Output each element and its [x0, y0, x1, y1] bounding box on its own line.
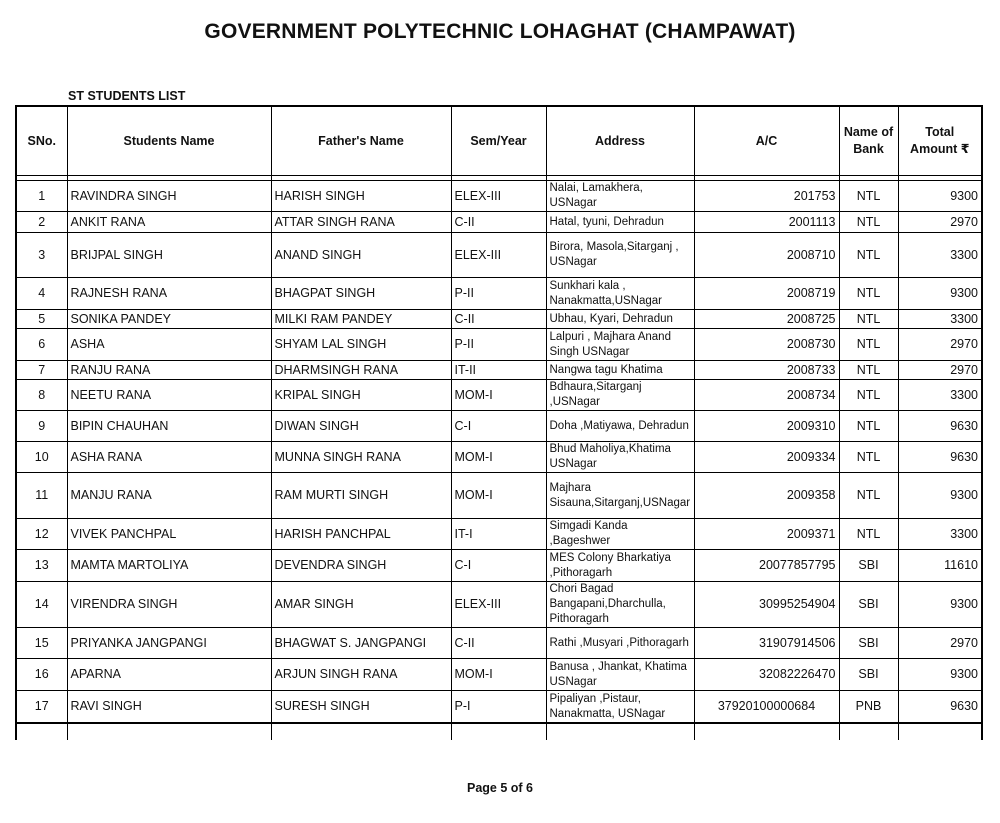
cell-bank: PNB [839, 691, 898, 724]
cell-amount: 3300 [898, 310, 982, 329]
cell-address: Bhud Maholiya,Khatima USNagar [546, 442, 694, 473]
cell-address: Rathi ,Musyari ,Pithoragarh [546, 628, 694, 659]
header-total-line1: Total [925, 125, 955, 139]
cell-account: 2008733 [694, 361, 839, 380]
cell-amount: 11610 [898, 550, 982, 582]
cell-sno: 9 [16, 411, 67, 442]
cell-account: 31907914506 [694, 628, 839, 659]
cell-address: Ubhau, Kyari, Dehradun [546, 310, 694, 329]
cell-sem-year: P-I [451, 691, 546, 724]
cell-sem-year: C-II [451, 212, 546, 233]
cell-bank: NTL [839, 329, 898, 361]
cell-bank: NTL [839, 473, 898, 519]
cell-bank: NTL [839, 278, 898, 310]
cell-account: 2008725 [694, 310, 839, 329]
cell-address: Doha ,Matiyawa, Dehradun [546, 411, 694, 442]
cell-sno: 15 [16, 628, 67, 659]
cell-bank: SBI [839, 550, 898, 582]
cell-sem-year: C-II [451, 628, 546, 659]
table-row [16, 361, 982, 380]
cell-account: 20077857795 [694, 550, 839, 582]
cell-sem-year: MOM-I [451, 380, 546, 411]
cell-address: Lalpuri , Majhara Anand Singh USNagar [546, 329, 694, 361]
cell-father-name: DIWAN SINGH [271, 411, 451, 442]
cell-sno: 6 [16, 329, 67, 361]
cell-father-name: MILKI RAM PANDEY [271, 310, 451, 329]
cell-address: Pipaliyan ,Pistaur, Nanakmatta, USNagar [546, 691, 694, 724]
cell-father-name: AMAR SINGH [271, 582, 451, 628]
cell-sno: 4 [16, 278, 67, 310]
cell-sno: 3 [16, 233, 67, 278]
header-father-name: Father's Name [271, 106, 451, 176]
cell-bank: NTL [839, 212, 898, 233]
cell-student-name: MANJU RANA [67, 473, 271, 519]
table-row [16, 411, 982, 442]
document-title: GOVERNMENT POLYTECHNIC LOHAGHAT (CHAMPAWAT) [204, 20, 796, 43]
cell-account: 32082226470 [694, 659, 839, 691]
cell-sem-year: P-II [451, 278, 546, 310]
table-row [16, 278, 982, 310]
cell-amount: 3300 [898, 233, 982, 278]
cell-amount: 9630 [898, 442, 982, 473]
cell-father-name: HARISH SINGH [271, 181, 451, 212]
cell-account: 37920100000684 [694, 691, 839, 724]
cell-address: Nangwa tagu Khatima [546, 361, 694, 380]
cell-student-name: RANJU RANA [67, 361, 271, 380]
header-total-amount [898, 106, 982, 176]
table-row [16, 212, 982, 233]
cell-address: Bdhaura,Sitarganj ,USNagar [546, 380, 694, 411]
cell-bank: NTL [839, 411, 898, 442]
cell-amount: 2970 [898, 361, 982, 380]
cell-bank: SBI [839, 582, 898, 628]
cell-student-name: SONIKA PANDEY [67, 310, 271, 329]
cell-address: Birora, Masola,Sitarganj , USNagar [546, 233, 694, 278]
cell-sem-year: C-II [451, 310, 546, 329]
cell-student-name: NEETU RANA [67, 380, 271, 411]
table-row [16, 181, 982, 212]
header-address: Address [546, 106, 694, 176]
cell-sem-year: MOM-I [451, 473, 546, 519]
cell-student-name: APARNA [67, 659, 271, 691]
cell-amount: 2970 [898, 628, 982, 659]
cell-father-name: ATTAR SINGH RANA [271, 212, 451, 233]
cell-amount: 9300 [898, 278, 982, 310]
cell-student-name: PRIYANKA JANGPANGI [67, 628, 271, 659]
cell-sem-year: C-I [451, 411, 546, 442]
cell-father-name: BHAGWAT S. JANGPANGI [271, 628, 451, 659]
cell-bank: NTL [839, 442, 898, 473]
cell-sem-year: IT-II [451, 361, 546, 380]
cell-address: Nalai, Lamakhera, USNagar [546, 181, 694, 212]
cell-sno: 8 [16, 380, 67, 411]
header-bank-line2: Bank [853, 142, 884, 156]
cell-sem-year: C-I [451, 550, 546, 582]
header-sem-year: Sem/Year [451, 106, 546, 176]
table-row [16, 519, 982, 550]
cell-sno: 1 [16, 181, 67, 212]
cell-sem-year: MOM-I [451, 659, 546, 691]
cell-sno: 11 [16, 473, 67, 519]
cell-amount: 2970 [898, 212, 982, 233]
cell-father-name: DEVENDRA SINGH [271, 550, 451, 582]
table-row [16, 582, 982, 628]
table-header-row [16, 106, 982, 176]
cell-sno: 7 [16, 361, 67, 380]
cell-father-name: ARJUN SINGH RANA [271, 659, 451, 691]
table-row [16, 628, 982, 659]
cell-father-name: BHAGPAT SINGH [271, 278, 451, 310]
empty-table-row [16, 723, 982, 740]
cell-student-name: BRIJPAL SINGH [67, 233, 271, 278]
header-account: A/C [694, 106, 839, 176]
table-row [16, 329, 982, 361]
cell-bank: NTL [839, 361, 898, 380]
cell-sno: 12 [16, 519, 67, 550]
cell-father-name: SHYAM LAL SINGH [271, 329, 451, 361]
list-subtitle: ST STUDENTS LIST [68, 89, 186, 103]
cell-account: 2008734 [694, 380, 839, 411]
table-row [16, 442, 982, 473]
cell-amount: 2970 [898, 329, 982, 361]
cell-father-name: DHARMSINGH RANA [271, 361, 451, 380]
cell-amount: 9300 [898, 181, 982, 212]
cell-student-name: VIRENDRA SINGH [67, 582, 271, 628]
cell-amount: 9630 [898, 411, 982, 442]
header-sno: SNo. [16, 106, 67, 176]
cell-bank: SBI [839, 659, 898, 691]
cell-address: Sunkhari kala , Nanakmatta,USNagar [546, 278, 694, 310]
cell-student-name: RAVI SINGH [67, 691, 271, 724]
header-student-name: Students Name [67, 106, 271, 176]
cell-amount: 3300 [898, 519, 982, 550]
cell-account: 2008719 [694, 278, 839, 310]
cell-bank: NTL [839, 380, 898, 411]
table-row [16, 380, 982, 411]
cell-amount: 3300 [898, 380, 982, 411]
cell-sem-year: MOM-I [451, 442, 546, 473]
cell-father-name: MUNNA SINGH RANA [271, 442, 451, 473]
cell-student-name: ASHA [67, 329, 271, 361]
cell-account: 30995254904 [694, 582, 839, 628]
cell-account: 2008730 [694, 329, 839, 361]
cell-address: Simgadi Kanda ,Bageshwer [546, 519, 694, 550]
cell-father-name: KRIPAL SINGH [271, 380, 451, 411]
cell-account: 2009334 [694, 442, 839, 473]
students-table [15, 105, 983, 740]
table-row [16, 473, 982, 519]
header-total-line2: Amount ₹ [910, 142, 970, 156]
cell-student-name: ASHA RANA [67, 442, 271, 473]
table-row [16, 691, 982, 724]
cell-sno: 5 [16, 310, 67, 329]
cell-amount: 9300 [898, 659, 982, 691]
page-number: Page 5 of 6 [467, 781, 533, 795]
cell-address: Hatal, tyuni, Dehradun [546, 212, 694, 233]
cell-account: 2009358 [694, 473, 839, 519]
cell-student-name: MAMTA MARTOLIYA [67, 550, 271, 582]
cell-amount: 9300 [898, 582, 982, 628]
cell-father-name: ANAND SINGH [271, 233, 451, 278]
cell-sno: 16 [16, 659, 67, 691]
table-row [16, 550, 982, 582]
cell-account: 2009371 [694, 519, 839, 550]
cell-address: Chori Bagad Bangapani,Dharchulla, Pithoragarh [546, 582, 694, 628]
cell-sno: 17 [16, 691, 67, 724]
cell-student-name: VIVEK PANCHPAL [67, 519, 271, 550]
cell-sno: 14 [16, 582, 67, 628]
cell-address: Banusa , Jhankat, Khatima USNagar [546, 659, 694, 691]
cell-account: 2008710 [694, 233, 839, 278]
table-row [16, 233, 982, 278]
cell-father-name: HARISH PANCHPAL [271, 519, 451, 550]
cell-sem-year: IT-I [451, 519, 546, 550]
cell-sno: 13 [16, 550, 67, 582]
table-row [16, 659, 982, 691]
cell-account: 2009310 [694, 411, 839, 442]
cell-amount: 9300 [898, 473, 982, 519]
cell-sem-year: ELEX-III [451, 582, 546, 628]
cell-bank: SBI [839, 628, 898, 659]
cell-student-name: RAJNESH RANA [67, 278, 271, 310]
cell-address: Majhara Sisauna,Sitarganj,USNagar [546, 473, 694, 519]
cell-amount: 9630 [898, 691, 982, 724]
table-row [16, 310, 982, 329]
cell-sno: 10 [16, 442, 67, 473]
cell-father-name: RAM MURTI SINGH [271, 473, 451, 519]
cell-bank: NTL [839, 181, 898, 212]
cell-student-name: BIPIN CHAUHAN [67, 411, 271, 442]
cell-sno: 2 [16, 212, 67, 233]
header-bank [839, 106, 898, 176]
cell-bank: NTL [839, 233, 898, 278]
cell-father-name: SURESH SINGH [271, 691, 451, 724]
cell-sem-year: ELEX-III [451, 233, 546, 278]
cell-account: 2001113 [694, 212, 839, 233]
header-bank-line1: Name of [843, 125, 894, 139]
cell-student-name: RAVINDRA SINGH [67, 181, 271, 212]
cell-student-name: ANKIT RANA [67, 212, 271, 233]
cell-sem-year: P-II [451, 329, 546, 361]
cell-account: 201753 [694, 181, 839, 212]
cell-bank: NTL [839, 519, 898, 550]
cell-sem-year: ELEX-III [451, 181, 546, 212]
cell-bank: NTL [839, 310, 898, 329]
cell-address: MES Colony Bharkatiya ,Pithoragarh [546, 550, 694, 582]
